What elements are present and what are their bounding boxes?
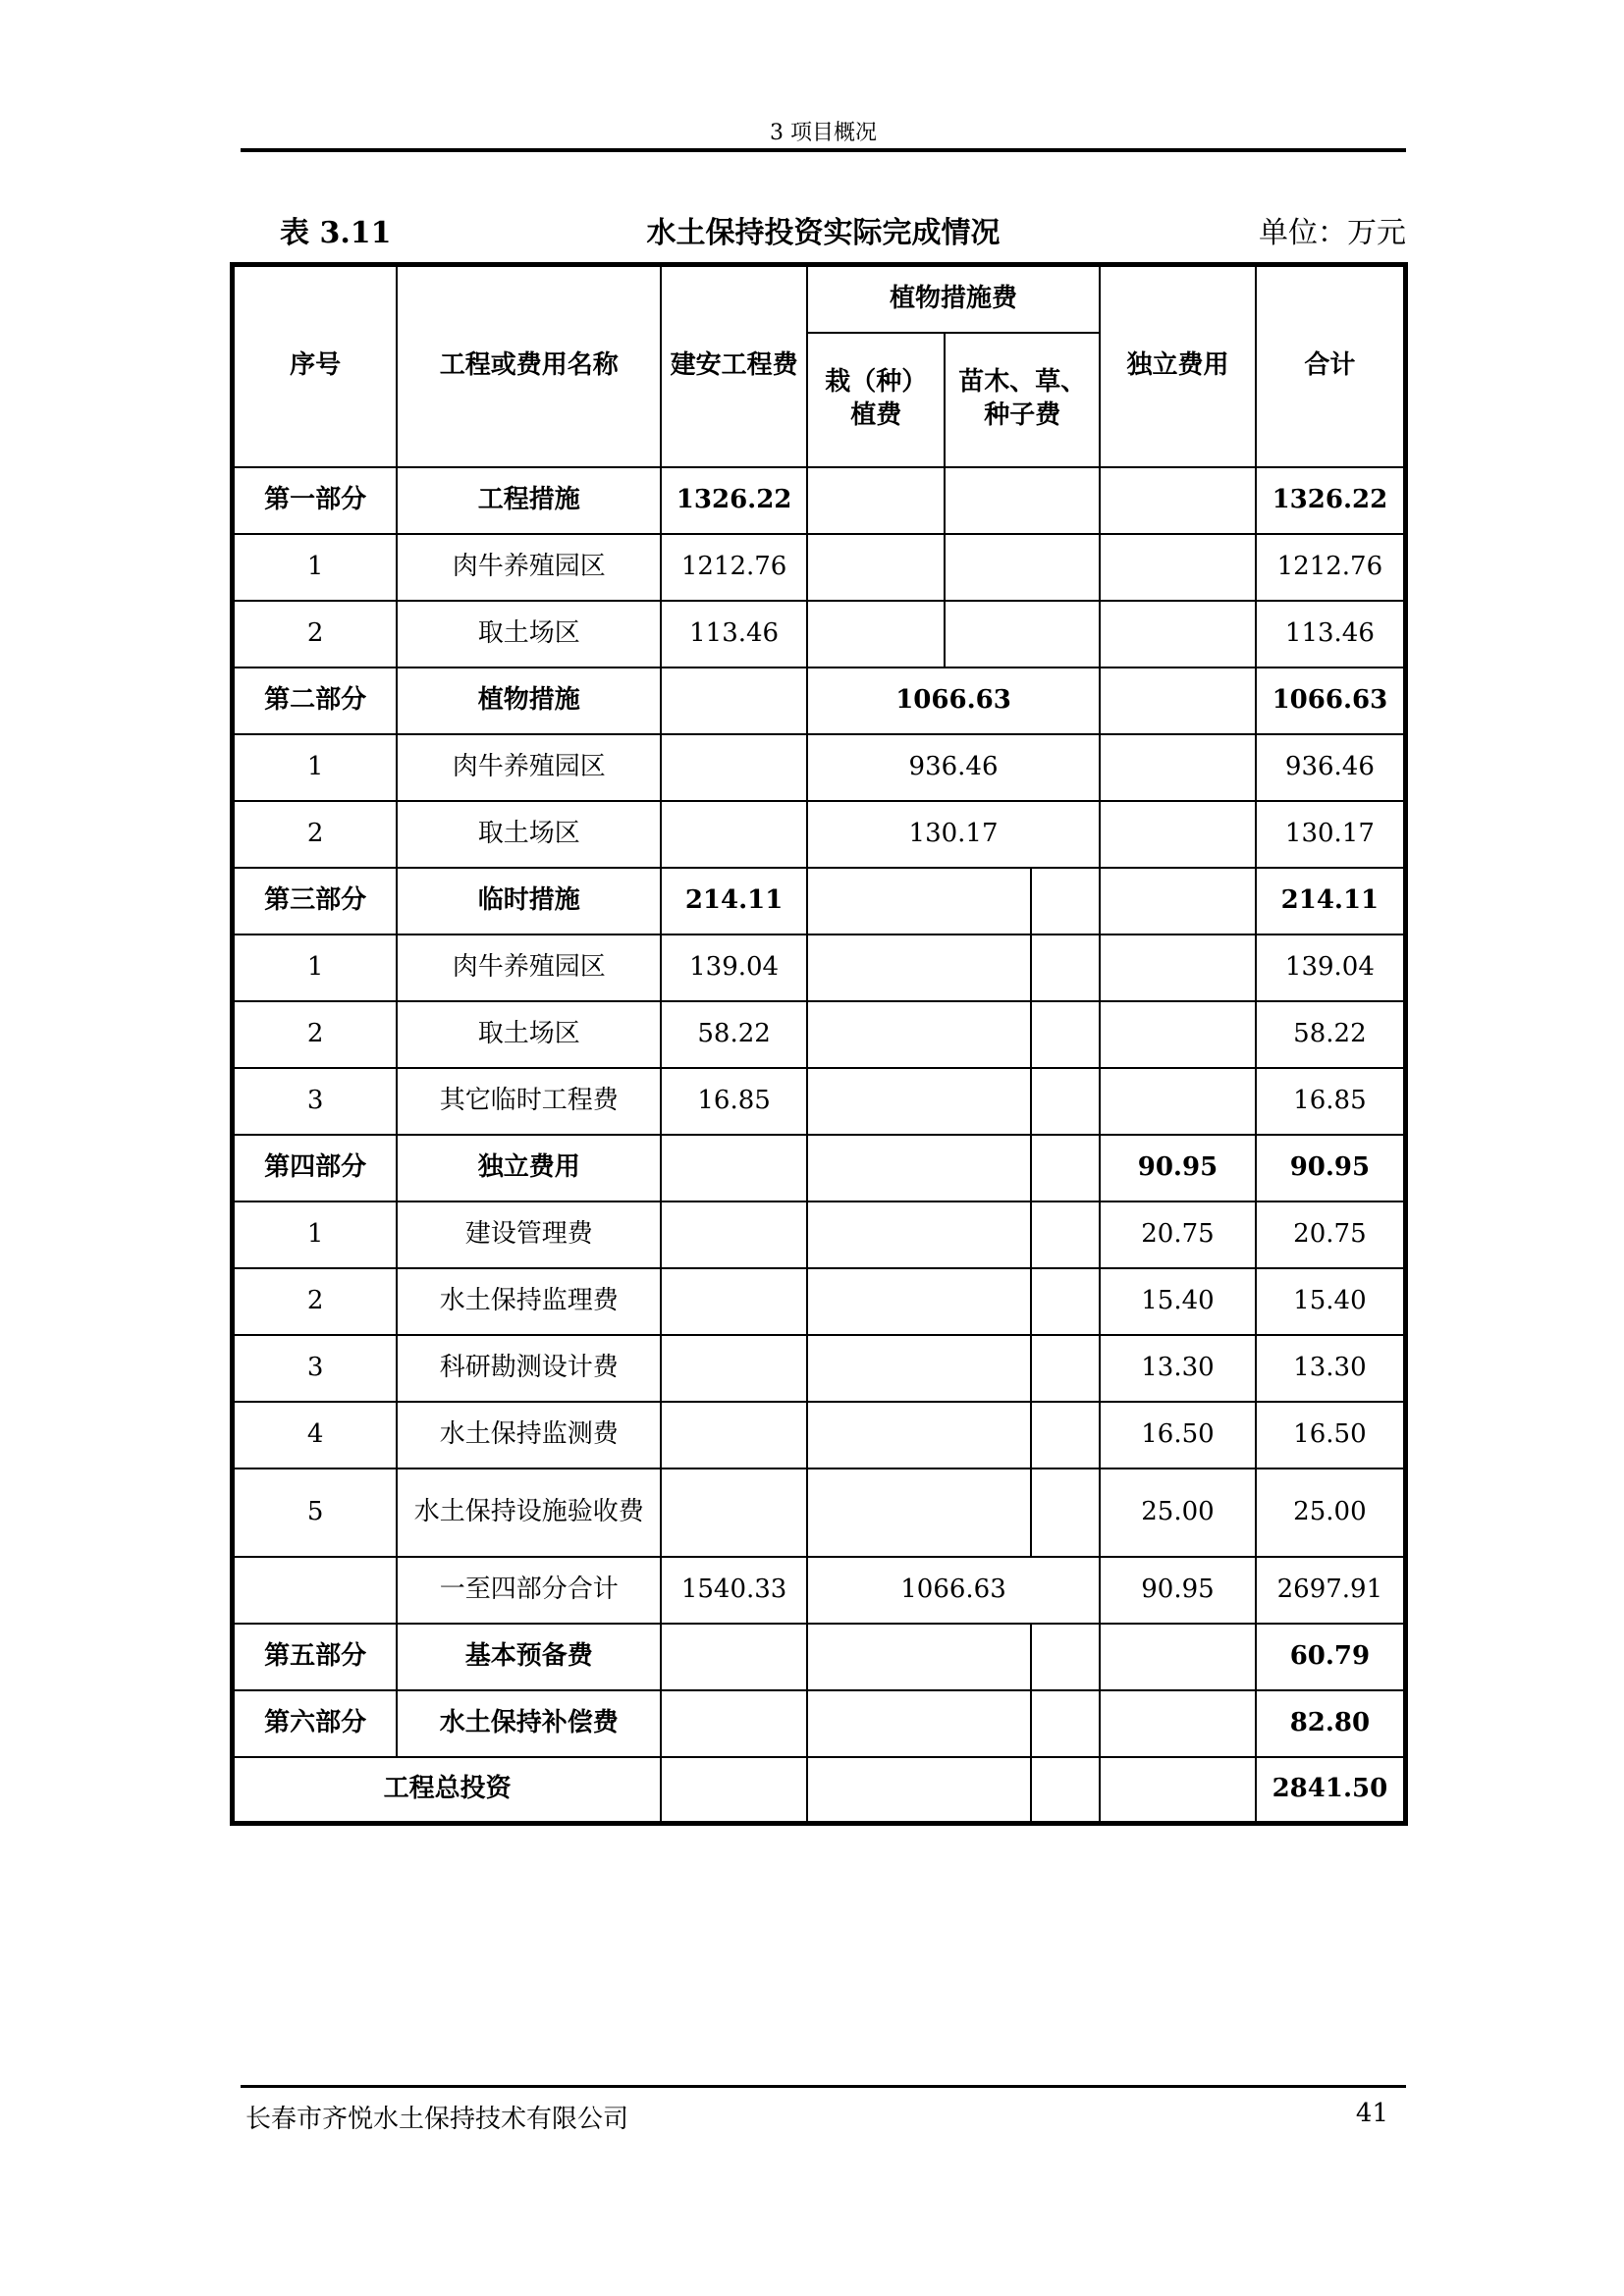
cell-construction xyxy=(661,1690,807,1757)
cell-plant: 1066.63 xyxy=(807,667,1100,734)
cell-independent: 20.75 xyxy=(1100,1201,1256,1268)
table-row-grand-total xyxy=(233,1757,1406,1824)
cell-planting xyxy=(807,1268,1031,1335)
cell-seedling xyxy=(1031,1001,1100,1068)
cell-independent xyxy=(1100,934,1256,1001)
table-row xyxy=(233,801,1406,868)
cell-construction: 139.04 xyxy=(661,934,807,1001)
cell-planting xyxy=(807,601,946,667)
cell-construction xyxy=(661,1335,807,1402)
cell-seq: 第六部分 xyxy=(233,1690,398,1757)
cell-seq xyxy=(233,1557,398,1624)
cell-name: 植物措施 xyxy=(397,667,661,734)
cell-independent: 13.30 xyxy=(1100,1335,1256,1402)
cell-independent xyxy=(1100,534,1256,601)
cell-independent xyxy=(1100,1757,1256,1824)
cell-independent xyxy=(1100,667,1256,734)
cell-construction xyxy=(661,1402,807,1468)
table-row-part3 xyxy=(233,868,1406,934)
cell-construction: 1212.76 xyxy=(661,534,807,601)
cell-name: 科研勘测设计费 xyxy=(397,1335,661,1402)
cell-name: 肉牛养殖园区 xyxy=(397,934,661,1001)
cell-name: 建设管理费 xyxy=(397,1201,661,1268)
cell-independent xyxy=(1100,1068,1256,1135)
table-row xyxy=(233,734,1406,801)
header-seq: 序号 xyxy=(233,265,398,467)
cell-total: 139.04 xyxy=(1256,934,1406,1001)
table-row xyxy=(233,934,1406,1001)
cell-independent xyxy=(1100,1624,1256,1690)
cell-independent: 15.40 xyxy=(1100,1268,1256,1335)
cell-planting xyxy=(807,534,946,601)
header-plant-group: 植物措施费 xyxy=(807,265,1100,333)
running-head: 3 项目概况 xyxy=(770,121,877,145)
cell-total: 58.22 xyxy=(1256,1001,1406,1068)
cell-planting xyxy=(807,1135,1031,1201)
cell-total: 16.85 xyxy=(1256,1068,1406,1135)
cell-total: 2841.50 xyxy=(1256,1757,1406,1824)
table-number: 表 3.11 xyxy=(280,216,392,250)
header-construction: 建安工程费 xyxy=(661,265,807,467)
cell-planting xyxy=(807,868,1031,934)
header-independent: 独立费用 xyxy=(1100,265,1256,467)
cell-independent xyxy=(1100,1001,1256,1068)
cell-construction xyxy=(661,667,807,734)
cell-planting xyxy=(807,1624,1031,1690)
cell-seq: 4 xyxy=(233,1402,398,1468)
cell-planting xyxy=(807,1690,1031,1757)
cell-name: 其它临时工程费 xyxy=(397,1068,661,1135)
header-seedling: 苗木、草、种子费 xyxy=(945,333,1100,467)
cell-name: 取土场区 xyxy=(397,801,661,868)
cell-name: 基本预备费 xyxy=(397,1624,661,1690)
cell-total: 20.75 xyxy=(1256,1201,1406,1268)
page-number: 41 xyxy=(1355,2099,1388,2128)
cell-planting xyxy=(807,934,1031,1001)
cell-seq: 1 xyxy=(233,534,398,601)
cell-planting xyxy=(807,1468,1031,1557)
cell-name: 水土保持监测费 xyxy=(397,1402,661,1468)
cell-seq: 第五部分 xyxy=(233,1624,398,1690)
cell-total: 1326.22 xyxy=(1256,467,1406,534)
cell-seedling xyxy=(1031,1068,1100,1135)
table-row xyxy=(233,1402,1406,1468)
table-row-part2 xyxy=(233,667,1406,734)
cell-seedling xyxy=(1031,1468,1100,1557)
cell-seq: 2 xyxy=(233,1268,398,1335)
cell-independent: 25.00 xyxy=(1100,1468,1256,1557)
cell-seedling xyxy=(1031,1690,1100,1757)
cell-seedling xyxy=(1031,1757,1100,1824)
cell-construction xyxy=(661,1135,807,1201)
table-row xyxy=(233,534,1406,601)
cell-planting xyxy=(807,1001,1031,1068)
cell-independent: 16.50 xyxy=(1100,1402,1256,1468)
cell-seq: 2 xyxy=(233,801,398,868)
cell-seedling xyxy=(1031,1624,1100,1690)
cell-seedling xyxy=(1031,1402,1100,1468)
cell-seq: 第三部分 xyxy=(233,868,398,934)
cell-plant: 1066.63 xyxy=(807,1557,1100,1624)
cell-construction xyxy=(661,1757,807,1824)
cell-name: 水土保持监理费 xyxy=(397,1268,661,1335)
cell-total: 25.00 xyxy=(1256,1468,1406,1557)
table-caption xyxy=(241,208,1406,255)
cell-name: 水土保持补偿费 xyxy=(397,1690,661,1757)
footer-company: 长春市齐悦水土保持技术有限公司 xyxy=(245,2105,629,2134)
cell-seq: 3 xyxy=(233,1068,398,1135)
cell-total: 1212.76 xyxy=(1256,534,1406,601)
cell-seedling xyxy=(1031,868,1100,934)
cell-independent xyxy=(1100,1690,1256,1757)
table-row xyxy=(233,1068,1406,1135)
cell-seq: 1 xyxy=(233,1201,398,1268)
cell-construction: 214.11 xyxy=(661,868,807,934)
cell-name: 一至四部分合计 xyxy=(397,1557,661,1624)
cell-construction xyxy=(661,1468,807,1557)
cell-construction: 1540.33 xyxy=(661,1557,807,1624)
cell-seedling xyxy=(1031,1268,1100,1335)
cell-independent: 90.95 xyxy=(1100,1557,1256,1624)
cell-independent xyxy=(1100,601,1256,667)
table-unit: 单位：万元 xyxy=(1259,216,1406,250)
cell-plant: 130.17 xyxy=(807,801,1100,868)
cell-seedling xyxy=(945,601,1100,667)
cell-name: 临时措施 xyxy=(397,868,661,934)
cell-name: 取土场区 xyxy=(397,601,661,667)
header-row-1 xyxy=(233,265,1406,333)
cell-seedling xyxy=(1031,1335,1100,1402)
cell-plant: 936.46 xyxy=(807,734,1100,801)
header-total: 合计 xyxy=(1256,265,1406,467)
cell-planting xyxy=(807,1402,1031,1468)
cell-seedling xyxy=(1031,934,1100,1001)
header-planting: 栽（种）植费 xyxy=(807,333,946,467)
cell-seedling xyxy=(945,534,1100,601)
cell-seq: 1 xyxy=(233,934,398,1001)
cell-total: 2697.91 xyxy=(1256,1557,1406,1624)
table-row-part4 xyxy=(233,1135,1406,1201)
cell-name: 肉牛养殖园区 xyxy=(397,534,661,601)
table-title: 水土保持投资实际完成情况 xyxy=(646,216,1001,250)
cell-seq: 3 xyxy=(233,1335,398,1402)
cell-construction: 16.85 xyxy=(661,1068,807,1135)
cell-name: 独立费用 xyxy=(397,1135,661,1201)
table-row xyxy=(233,1001,1406,1068)
table-row xyxy=(233,1268,1406,1335)
cell-seq: 2 xyxy=(233,1001,398,1068)
table-row-subtotal xyxy=(233,1557,1406,1624)
cell-total: 936.46 xyxy=(1256,734,1406,801)
cell-total: 13.30 xyxy=(1256,1335,1406,1402)
cell-total: 1066.63 xyxy=(1256,667,1406,734)
cell-seq: 第一部分 xyxy=(233,467,398,534)
cell-construction xyxy=(661,734,807,801)
cell-total: 130.17 xyxy=(1256,801,1406,868)
cell-planting xyxy=(807,467,946,534)
cell-seedling xyxy=(1031,1135,1100,1201)
cell-seq: 2 xyxy=(233,601,398,667)
cell-name: 取土场区 xyxy=(397,1001,661,1068)
cell-construction xyxy=(661,1268,807,1335)
cell-construction: 58.22 xyxy=(661,1001,807,1068)
table-row xyxy=(233,1201,1406,1268)
cell-independent: 90.95 xyxy=(1100,1135,1256,1201)
cell-seedling xyxy=(945,467,1100,534)
table-row-part5 xyxy=(233,1624,1406,1690)
table-row-part1 xyxy=(233,467,1406,534)
cell-name: 肉牛养殖园区 xyxy=(397,734,661,801)
cell-construction: 1326.22 xyxy=(661,467,807,534)
cell-planting xyxy=(807,1201,1031,1268)
cell-seq: 1 xyxy=(233,734,398,801)
cell-grand-total-label: 工程总投资 xyxy=(233,1757,662,1824)
cell-total: 82.80 xyxy=(1256,1690,1406,1757)
cell-total: 16.50 xyxy=(1256,1402,1406,1468)
cell-construction xyxy=(661,1624,807,1690)
cell-total: 214.11 xyxy=(1256,868,1406,934)
header-rule xyxy=(241,148,1406,152)
cell-planting xyxy=(807,1068,1031,1135)
cell-seq: 5 xyxy=(233,1468,398,1557)
cell-planting xyxy=(807,1335,1031,1402)
footer-rule xyxy=(241,2085,1406,2088)
cell-independent xyxy=(1100,801,1256,868)
cell-seedling xyxy=(1031,1201,1100,1268)
table-row xyxy=(233,601,1406,667)
cell-construction xyxy=(661,1201,807,1268)
cell-total: 113.46 xyxy=(1256,601,1406,667)
cell-total: 15.40 xyxy=(1256,1268,1406,1335)
table-row xyxy=(233,1468,1406,1557)
investment-table xyxy=(230,262,1408,1826)
cell-seq: 第二部分 xyxy=(233,667,398,734)
cell-total: 90.95 xyxy=(1256,1135,1406,1201)
cell-total: 60.79 xyxy=(1256,1624,1406,1690)
cell-planting xyxy=(807,1757,1031,1824)
table-row-part6 xyxy=(233,1690,1406,1757)
cell-name: 水土保持设施验收费 xyxy=(397,1468,661,1557)
cell-independent xyxy=(1100,868,1256,934)
cell-independent xyxy=(1100,467,1256,534)
table-row xyxy=(233,1335,1406,1402)
cell-name: 工程措施 xyxy=(397,467,661,534)
cell-seq: 第四部分 xyxy=(233,1135,398,1201)
cell-independent xyxy=(1100,734,1256,801)
header-name: 工程或费用名称 xyxy=(397,265,661,467)
cell-construction: 113.46 xyxy=(661,601,807,667)
cell-construction xyxy=(661,801,807,868)
